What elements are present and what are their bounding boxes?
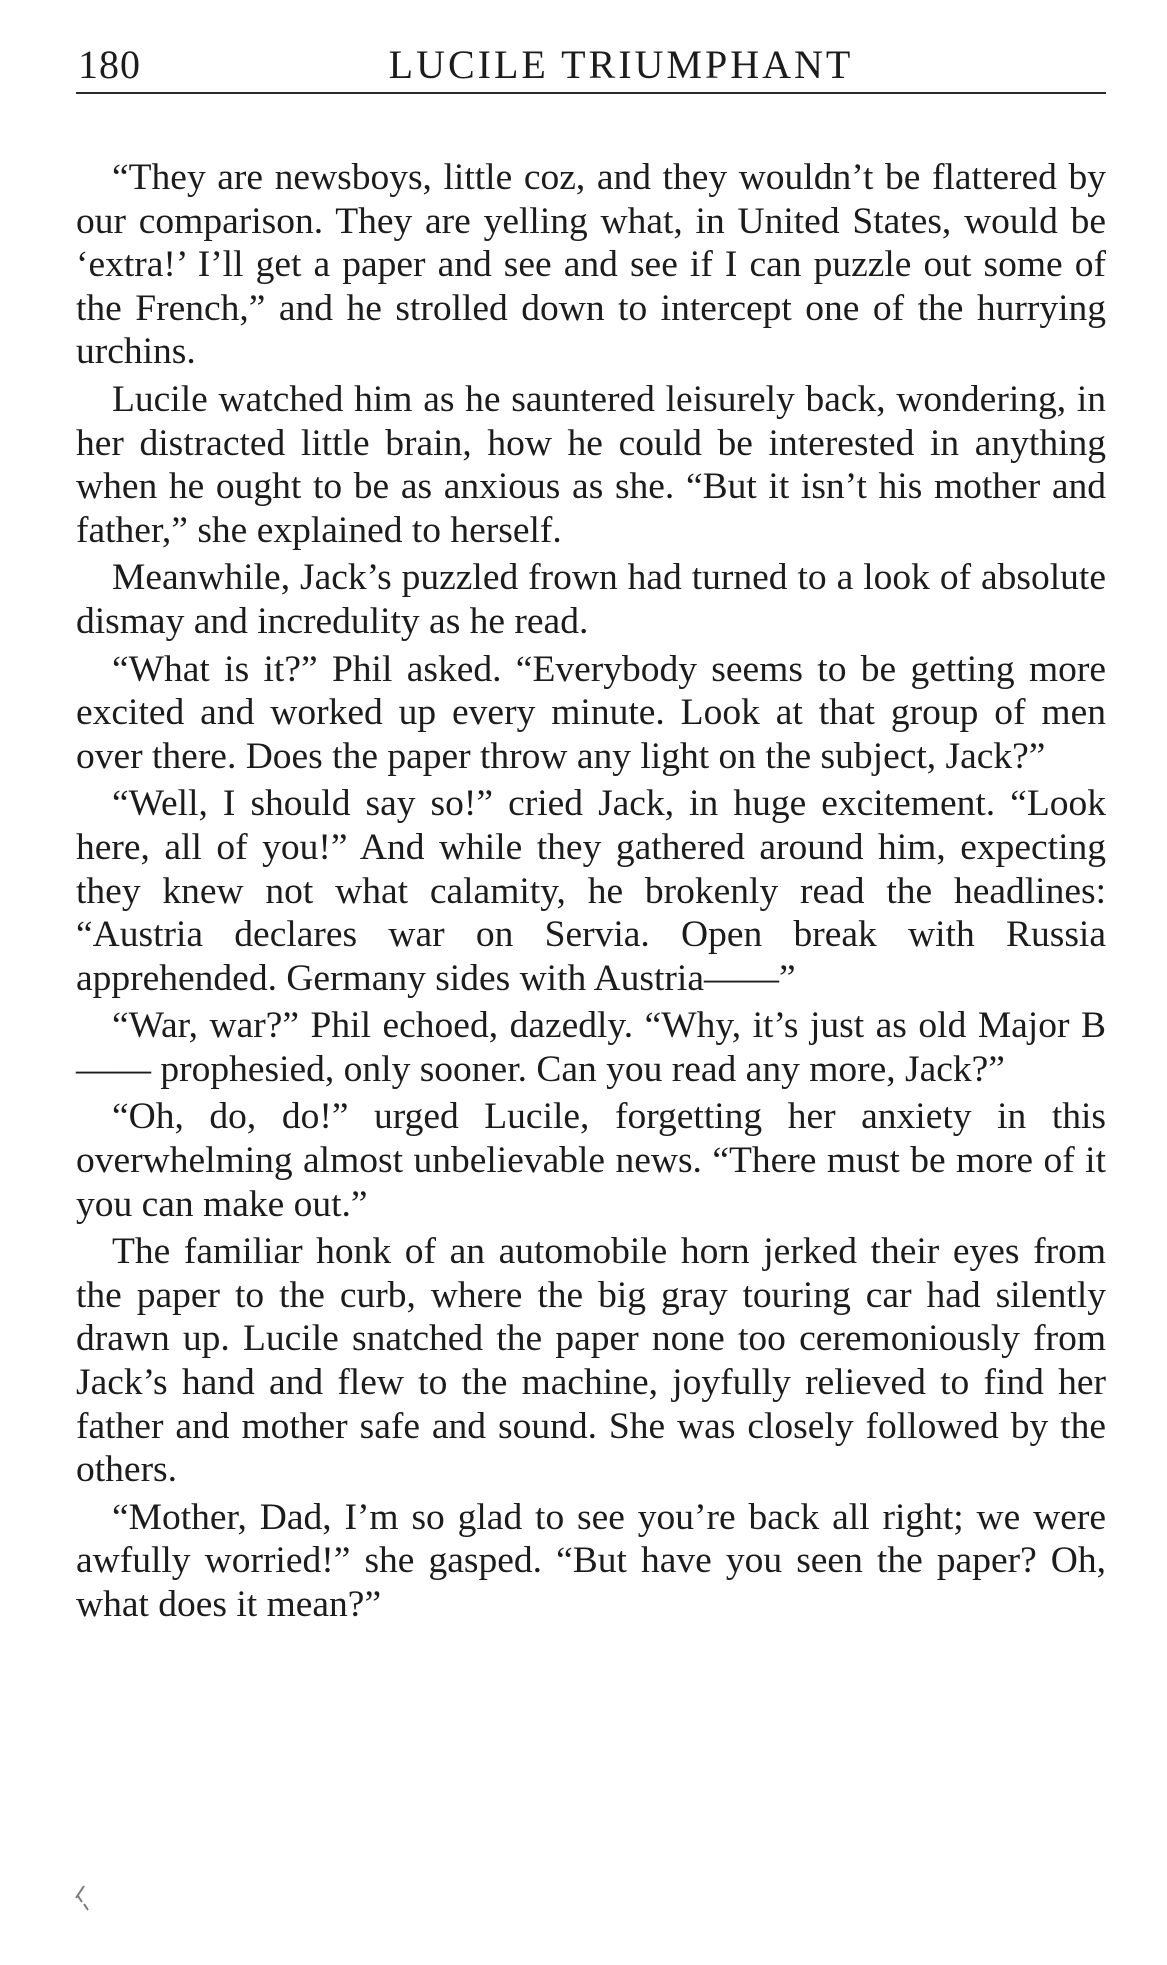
page-number: 180 <box>78 42 141 87</box>
paragraph: “Mother, Dad, I’m so glad to see you’re back all right; we were awfully worried!” she gasped. “But have you seen the paper? Oh, what does it mean?” <box>76 1496 1106 1625</box>
paragraph: Lucile watched him as he sauntered leisurely back, wondering, in her distracted little brain, how he could be interested in anything when he ought to be as anxious as she. “But it isn’t his mother and father,” she explained to herself. <box>76 378 1106 551</box>
paragraph: The familiar honk of an automobile horn jerked their eyes from the paper to the curb, where the big gray touring car had silently drawn up. Lucile snatched the paper none too ceremoniously from Jack’s hand and flew to the machine, joyfully relieved to find her father and mother safe and sound. She was closely followed by the others. <box>76 1231 1106 1491</box>
paragraph: “Oh, do, do!” urged Lucile, forgetting her anxiety in this overwhelming almost unbelievable news. “There must be more of it you can make out.” <box>76 1096 1106 1225</box>
paragraph: “Well, I should say so!” cried Jack, in huge excitement. “Look here, all of you!” And while they gathered around him, expecting they knew not what calamity, he brokenly read the headlines: “Austria declares war on Servia. Open break with Russia apprehended. Germany sides with Austria——” <box>76 783 1106 999</box>
paragraph: “War, war?” Phil echoed, dazedly. “Why, it’s just as old Major B—— prophesied, only sooner. Can you read any more, Jack?” <box>76 1005 1106 1090</box>
pencil-mark-icon <box>70 1880 110 1920</box>
running-title: LUCILE TRIUMPHANT <box>388 42 854 87</box>
paragraph: Meanwhile, Jack’s puzzled frown had turned to a look of absolute dismay and incredulity as he read. <box>76 557 1106 642</box>
body-text <box>76 156 1106 1631</box>
paragraph: “What is it?” Phil asked. “Everybody seems to be getting more excited and worked up every minute. Look at that group of men over there. Does the paper throw any light on the subject, Jack?” <box>76 648 1106 777</box>
running-head <box>76 40 1106 94</box>
paragraph: “They are newsboys, little coz, and they wouldn’t be flattered by our comparison. They are yelling what, in United States, would be ‘extra!’ I’ll get a paper and see and see if I can puzzle out some of the French,” and he strolled down to intercept one of the hurrying urchins. <box>76 157 1106 373</box>
